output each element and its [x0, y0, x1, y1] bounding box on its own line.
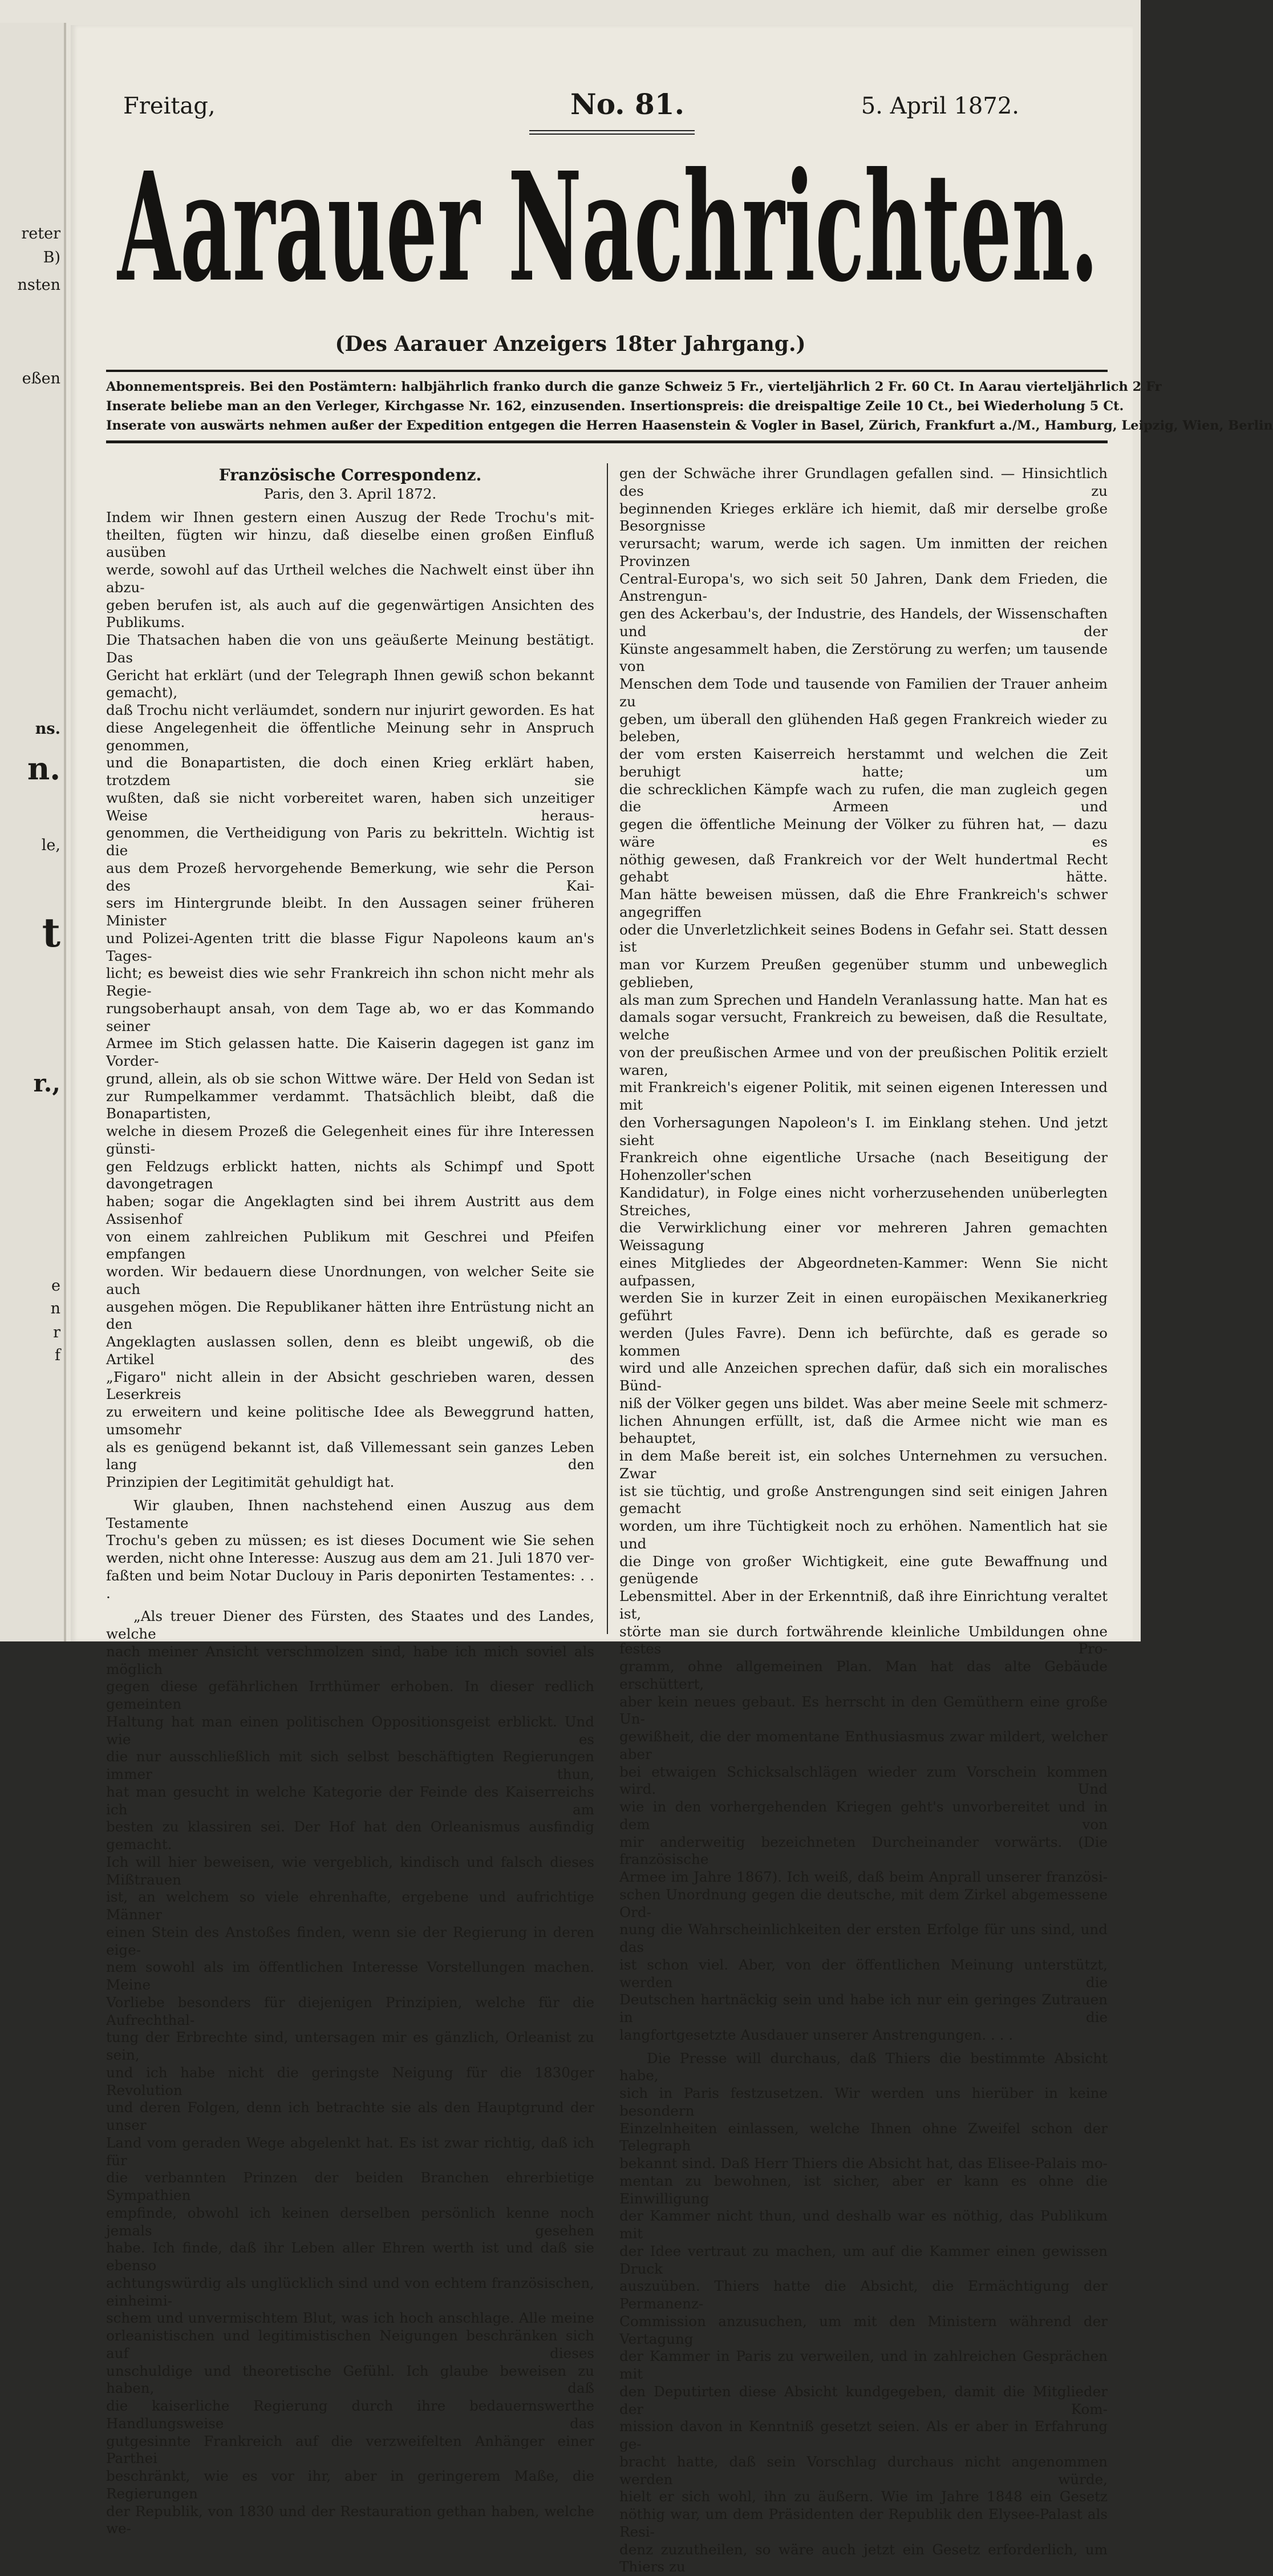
- text-line: Frankreich ohne eigentliche Ursache (nach Beseitigung der Hohenzoller'schen: [619, 1149, 1108, 1184]
- text-line: einen Stein des Anstoßes finden, wenn sie der Regierung in deren eige-: [106, 1924, 594, 1959]
- text-line: habe. Ich finde, daß ihr Leben aller Ehren werth ist und daß sie ebenso: [106, 2239, 594, 2275]
- text-line: theilten, fügten wir hinzu, daß dieselbe einen großen Einfluß ausüben: [106, 527, 594, 562]
- text-line: „Figaro" nicht allein in der Absicht geschrieben waren, dessen Leserkreis: [106, 1369, 594, 1404]
- text-line: und Polizei-Agenten tritt die blasse Figur Napoleons kaum an's Tages-: [106, 930, 594, 965]
- text-line: gen des Ackerbau's, der Industrie, des Handels, der Wissenschaften und der: [619, 605, 1108, 641]
- text-line: welche in diesem Prozeß die Gelegenheit eines für ihre Interessen günsti-: [106, 1123, 594, 1158]
- text-line: Kandidatur), in Folge eines nicht vorherzusehenden unüberlegten Streiches,: [619, 1184, 1108, 1220]
- text-line: man vor Kurzem Preußen gegenüber stumm und unbeweglich geblieben,: [619, 956, 1108, 992]
- text-line: nem sowohl als im öffentlichen Interesse Vorstellungen machen. Meine: [106, 1959, 594, 1994]
- text-line: Wir glauben, Ihnen nachstehend einen Auszug aus dem Testamente: [106, 1497, 594, 1532]
- text-line: mit Frankreich's eigener Politik, mit seinen eigenen Interessen und mit: [619, 1079, 1108, 1114]
- text-line: als man zum Sprechen und Handeln Veranlassung hatte. Man hat es: [619, 992, 1108, 1009]
- text-line: bekannt sind. Daß Herr Thiers die Absicht hat, das Elisee-Palais mo-: [619, 2155, 1108, 2173]
- text-line: wie in den vorhergehenden Kriegen geht's unvorbereitet und in dem von: [619, 1798, 1108, 1834]
- text-line: ist, an welchem so viele ehrenhafte, ergebene und aufrichtige Männer: [106, 1888, 594, 1924]
- text-line: beschränkt, wie es vor ihr, aber in geringerem Maße, die Regierungen: [106, 2468, 594, 2503]
- text-line: gen Feldzugs erblickt hatten, nichts als Schimpf und Spott davongetragen: [106, 1158, 594, 1194]
- text-line: schen Unordnung gegen die deutsche, mit dem Zirkel abgemessene Ord-: [619, 1886, 1108, 1922]
- text-line: Armee im Jahre 1867). Ich weiß, daß beim Anprall unserer französi-: [619, 1869, 1108, 1886]
- edge-fragment: reter: [21, 226, 60, 241]
- column-left: [106, 465, 594, 2538]
- edge-fragment: eßen: [22, 371, 60, 386]
- subscription-line: Abonnementspreis. Bei den Postämtern: halbjährlich franko durch die ganze Schweiz 5 Fr., vierteljährlich 2 Fr. 60 Ct. In Aarau vierteljährlich 2 Fr: [106, 377, 1108, 397]
- text-line: eines Mitgliedes der Abgeordneten-Kammer: Wenn Sie nicht aufpassen,: [619, 1255, 1108, 1290]
- text-line: nach meiner Ansicht verschmolzen sind, habe ich mich soviel als möglich: [106, 1643, 594, 1679]
- text-line: gegen die öffentliche Meinung der Völker zu führen hat, — dazu wäre es: [619, 816, 1108, 851]
- text-line: werden Sie in kurzer Zeit in einen europäischen Mexikanerkrieg geführt: [619, 1289, 1108, 1325]
- text-line: bei etwaigen Schicksalschlägen wieder zum Vorschein kommen wird. Und: [619, 1764, 1108, 1799]
- text-line: Angeklagten auslassen sollen, denn es bleibt ungewiß, ob die Artikel des: [106, 1333, 594, 1369]
- text-line: Vorliebe besonders für diejenigen Prinzipien, welche für die Aufrechthal-: [106, 1994, 594, 2029]
- text-line: grund, allein, als ob sie schon Wittwe wäre. Der Held von Sedan ist: [106, 1070, 594, 1088]
- text-line: Lebensmittel. Aber in der Erkenntniß, daß ihre Einrichtung veraltet ist,: [619, 1588, 1108, 1623]
- text-line: schem und unvermischtem Blut, was ich hoch anschlage. Alle meine: [106, 2310, 594, 2327]
- text-line: werde, sowohl auf das Urtheil welches die Nachwelt einst über ihn abzu-: [106, 561, 594, 597]
- text-line: damals sogar versucht, Frankreich zu beweisen, daß die Resultate, welche: [619, 1009, 1108, 1044]
- text-line: den Vorhersagungen Napoleon's I. im Einklang stehen. Und jetzt sieht: [619, 1114, 1108, 1150]
- text-line: die kaiserliche Regierung durch ihre bedauernswerthe Handlungsweise das: [106, 2397, 594, 2433]
- issue-number-rule: [529, 130, 695, 131]
- masthead-text: Aarauer Nachrichten.: [116, 139, 1098, 315]
- text-line: Armee im Stich gelassen hatte. Die Kaiserin dagegen ist ganz im Vorder-: [106, 1035, 594, 1070]
- text-line: als es genügend bekannt ist, daß Villemessant sein ganzes Leben lang den: [106, 1439, 594, 1474]
- edge-fragment: f: [55, 1348, 60, 1363]
- text-line: ist sie tüchtig, und große Anstrengungen sind seit einigen Jahren gemacht: [619, 1483, 1108, 1518]
- text-line: nung die Wahrscheinlichkeiten der ersten Erfolge für uns sind, und das: [619, 1921, 1108, 1956]
- text-line: ist schon viel. Aber, von der öffentlichen Meinung unterstützt, werden die: [619, 1956, 1108, 1992]
- text-line: gegen diese gefährlichen Irrthümer erhoben. In dieser redlich gemeinten: [106, 1678, 594, 1713]
- article-dateline: Paris, den 3. April 1872.: [106, 486, 594, 503]
- text-line: gen der Schwäche ihrer Grundlagen gefallen sind. — Hinsichtlich des zu: [619, 465, 1108, 500]
- text-line: licht; es beweist dies wie sehr Frankreich ihn schon nicht mehr als Regie-: [106, 965, 594, 1000]
- edge-fragment: le,: [42, 838, 60, 853]
- text-line: zur Rumpelkammer verdammt. Thatsächlich bleibt, daß die Bonapartisten,: [106, 1088, 594, 1123]
- text-line: in dem Maße bereit ist, ein solches Unternehmen zu versuchen. Zwar: [619, 1447, 1108, 1483]
- text-line: von der preußischen Armee und von der preußischen Politik erzielt waren,: [619, 1044, 1108, 1079]
- subscription-line: Inserate von auswärts nehmen außer der Expedition entgegen die Herren Haasenstein & Vogler in Basel, Zürich, Frankfurt a./M., Hamburg, Leipzig, Wien, Berlin: [106, 415, 1108, 436]
- text-line: diese Angelegenheit die öffentliche Meinung sehr in Anspruch genommen,: [106, 719, 594, 755]
- text-line: Ich will hier beweisen, wie vergeblich, kindisch und falsch dieses Mißtrauen: [106, 1854, 594, 1889]
- edge-fragment: e: [51, 1278, 60, 1293]
- text-line: Die Thatsachen haben die von uns geäußerte Meinung bestätigt. Das: [106, 632, 594, 667]
- text-line: Künste angesammelt haben, die Zerstörung zu werfen; um tausende von: [619, 641, 1108, 676]
- text-line: und die Bonapartisten, die doch einen Krieg erklärt haben, trotzdem sie: [106, 754, 594, 790]
- text-line: besten zu klassiren sei. Der Hof hat den Orleanismus ausfindig gemacht.: [106, 1818, 594, 1854]
- issue-day: Freitag,: [123, 95, 216, 118]
- text-line: Gericht hat erklärt (und der Telegraph Ihnen gewiß schon bekannt gemacht),: [106, 667, 594, 702]
- text-line: geben, um überall den glühenden Haß gegen Frankreich wieder zu beleben,: [619, 711, 1108, 746]
- text-line: geben berufen ist, als auch auf die gegenwärtigen Ansichten des Publikums.: [106, 597, 594, 632]
- text-line: wird und alle Anzeichen sprechen dafür, daß sich ein moralisches Bünd-: [619, 1360, 1108, 1395]
- text-line: Land vom geraden Wege abgelenkt hat. Es ist zwar richtig, daß ich für: [106, 2134, 594, 2170]
- right-column-body: [619, 465, 1108, 2576]
- text-line: den Deputirten diese Absicht kundgegeben, damit die Mitglieder der Kom-: [619, 2383, 1108, 2419]
- masthead-title: [112, 147, 1104, 301]
- text-line: genommen, die Vertheidigung von Paris zu bekritteln. Wichtig ist die: [106, 824, 594, 860]
- text-line: Die Presse will durchaus, daß Thiers die bestimmte Absicht habe,: [619, 2050, 1108, 2085]
- paragraph-gap: [619, 2044, 1108, 2050]
- text-line: der Republik, von 1830 und der Restauration gethan haben, welche we-: [106, 2503, 594, 2538]
- column-right: [619, 465, 1108, 2576]
- edge-fragment: n.: [27, 753, 60, 784]
- text-line: daß Trochu nicht verläumdet, sondern nur injurirt geworden. Es hat: [106, 702, 594, 719]
- text-line: worden. Wir bedauern diese Unordnungen, von welcher Seite sie auch: [106, 1263, 594, 1299]
- issue-number: No. 81.: [570, 90, 684, 119]
- text-line: achtungswürdig als unglücklich sind und von echtem französischen, einheimi-: [106, 2275, 594, 2310]
- text-line: auszuüben. Thiers hatte die Absicht, die Ermächtigung der Permanenz-: [619, 2278, 1108, 2313]
- text-line: von einem zahlreichen Publikum mit Geschrei und Pfeifen empfangen: [106, 1228, 594, 1264]
- text-line: beginnenden Krieges erkläre ich hiemit, daß mir derselbe große Besorgnisse: [619, 500, 1108, 536]
- text-line: Haltung hat man einen politischen Oppositionsgeist erblickt. Und wie es: [106, 1713, 594, 1749]
- text-line: hielt er sich wohl, ihn zu äußern. Wie im Jahre 1848 ein Gesetz: [619, 2488, 1108, 2506]
- text-line: langfortgesetzte Ausdauer unserer Anstrengungen. . . .: [619, 2027, 1108, 2044]
- text-line: der Idee vertraut zu machen, um auf die Kammer einen gewissen Druck: [619, 2243, 1108, 2278]
- text-line: unschuldige und theoretische Gefühl. Ich glaube beweisen zu haben, daß: [106, 2363, 594, 2398]
- text-line: „Als treuer Diener des Fürsten, des Staates und des Landes, welche: [106, 1608, 594, 1643]
- text-line: sich in Paris festzusetzen. Wir werden uns hierüber in keine besondern: [619, 2085, 1108, 2120]
- text-line: Trochu's geben zu müssen; es ist dieses Document wie Sie sehen: [106, 1532, 594, 1550]
- paragraph-gap: [106, 1491, 594, 1497]
- text-line: Einzelnheiten einlassen, welche Ihnen ohne Zweifel schon der Telegraph: [619, 2120, 1108, 2156]
- text-line: Menschen dem Tode und tausende von Familien der Trauer anheim zu: [619, 676, 1108, 711]
- text-line: zu erweitern und keine politische Idee als Beweggrund hatten, umsomehr: [106, 1404, 594, 1439]
- left-column-body: [106, 509, 594, 2538]
- edge-fragment: r: [53, 1325, 60, 1340]
- text-line: Deutschen hartnäckig sein und habe ich nur ein geringes Zutrauen in die: [619, 1991, 1108, 2027]
- text-line: der vom ersten Kaiserreich herstammt und welchen die Zeit beruhigt hatte; um: [619, 746, 1108, 781]
- text-line: die schrecklichen Kämpfe wach zu rufen, die man zugleich gegen die Armeen und: [619, 781, 1108, 816]
- text-line: die Dinge von großer Wichtigkeit, eine gute Bewaffnung und genügende: [619, 1553, 1108, 1588]
- text-line: empfinde, obwohl ich keinen derselben persönlich kenne noch jemals gesehen: [106, 2205, 594, 2240]
- text-line: Indem wir Ihnen gestern einen Auszug der Rede Trochu's mit-: [106, 509, 594, 527]
- text-line: gewißheit, die der momentane Enthusiasmus zwar mildert, welcher aber: [619, 1728, 1108, 1764]
- text-line: orleanistischen und legitimistischen Neigungen beschränken sich auf dieses: [106, 2327, 594, 2363]
- text-line: mission davon in Kenntniß gesetzt seien. Als er aber in Erfahrung ge-: [619, 2418, 1108, 2453]
- text-line: Man hätte beweisen müssen, daß die Ehre Frankreich's schwer angegriffen: [619, 886, 1108, 921]
- text-line: bracht hatte, daß sein Vorschlag durchaus nicht angenommen werden würde,: [619, 2453, 1108, 2489]
- masthead-subtitle: (Des Aarauer Anzeigers 18ter Jahrgang.): [0, 332, 1141, 356]
- paragraph-gap: [106, 1602, 594, 1608]
- article-title: Französische Correspondenz.: [106, 465, 594, 486]
- text-line: faßten und beim Notar Duclouy in Paris deponirten Testamentes: . . .: [106, 1567, 594, 1603]
- text-line: die verbannten Prinzen der beiden Branchen ehrerbietige Sympathien: [106, 2169, 594, 2205]
- text-line: lichen Ahnungen erfüllt, ist, daß die Armee nicht wie man es behauptet,: [619, 1413, 1108, 1448]
- text-line: haben; sogar die Angeklagten sind bei ihrem Austritt aus dem Assisenhof: [106, 1193, 594, 1228]
- text-line: worden, um ihre Tüchtigkeit noch zu erhöhen. Namentlich hat sie und: [619, 1518, 1108, 1553]
- text-line: gramm, ohne allgemeinen Plan. Man hat das alte Gebäude erschüttert,: [619, 1658, 1108, 1693]
- text-line: mentan zu bewohnen, ist sicher, aber er kann es ohne die Einwilligung: [619, 2173, 1108, 2208]
- column-divider: [607, 463, 608, 1634]
- text-line: Central-Europa's, wo sich seit 50 Jahren, Dank dem Frieden, die Anstrengun-: [619, 571, 1108, 606]
- text-line: nöthig gewesen, daß Frankreich vor der Welt hundertmal Recht gehabt hätte.: [619, 851, 1108, 887]
- text-line: tung der Erbrechte sind, untersagen mir es gänzlich, Orleanist zu sein,: [106, 2029, 594, 2064]
- text-line: gutgesinnte Frankreich auf die verzweifelten Anhänger einer Parthei: [106, 2433, 594, 2468]
- subscription-line: Inserate beliebe man an den Verleger, Kirchgasse Nr. 162, einzusenden. Insertionspreis: die dreispaltige Zeile 10 Ct., bei Wiederholung 5 Ct.: [106, 396, 1108, 416]
- text-line: werden (Jules Favre). Denn ich befürchte, daß es gerade so kommen: [619, 1325, 1108, 1360]
- issue-date: 5. April 1872.: [861, 95, 1019, 118]
- text-line: Commission anzusuchen, um mit den Ministern während der Vertagung: [619, 2313, 1108, 2348]
- edge-fragment: r.,: [33, 1071, 60, 1095]
- text-line: nöthig war, um dem Präsidenten der Republik den Elysee-Palast als Resi-: [619, 2506, 1108, 2541]
- text-line: hat man gesucht in welche Kategorie der Feinde des Kaiserreichs ich am: [106, 1784, 594, 1819]
- edge-fragment: n: [51, 1301, 60, 1316]
- text-line: Prinzipien der Legitimität gehuldigt hat.: [106, 1474, 594, 1491]
- edge-fragment: nsten: [18, 277, 60, 293]
- text-line: mir anderweitig bezeichneten Durcheinander vorwärts. (Die französische: [619, 1834, 1108, 1869]
- text-line: ausgehen mögen. Die Republikaner hätten ihre Entrüstung nicht an den: [106, 1299, 594, 1334]
- text-line: wußten, daß sie nicht vorbereitet waren, haben sich unzeitiger Weise heraus-: [106, 790, 594, 825]
- text-line: sers im Hintergrunde bleibt. In den Aussagen seiner früheren Minister: [106, 895, 594, 930]
- text-line: denz zuzutheilen, so wäre auch jetzt ein Gesetz erforderlich, um Thiers zu: [619, 2541, 1108, 2576]
- text-line: aus dem Prozeß hervorgehende Bemerkung, wie sehr die Person des Kai-: [106, 860, 594, 895]
- text-line: aber kein neues gebaut. Es herrscht in den Gemüthern eine große Un-: [619, 1693, 1108, 1729]
- text-line: der Kammer nicht thun, und deshalb war es nöthig, das Publikum mit: [619, 2207, 1108, 2243]
- text-line: die Verwirklichung einer vor mehreren Jahren gemachten Weissagung: [619, 1219, 1108, 1255]
- issue-number-rule: [529, 134, 695, 135]
- text-line: rungsoberhaupt ansah, von dem Tage ab, wo er das Kommando seiner: [106, 1000, 594, 1036]
- edge-fragment: B): [43, 250, 60, 265]
- text-line: und ich habe nicht die geringste Neigung für die 1830ger Revolution: [106, 2064, 594, 2100]
- edge-fragment: t: [42, 913, 60, 953]
- header-rule-bottom: [106, 440, 1108, 443]
- text-line: werden, nicht ohne Interesse: Auszug aus dem am 21. Juli 1870 ver-: [106, 1550, 594, 1567]
- text-line: störte man sie durch fortwährende kleinliche Umbildungen ohne festes Pro-: [619, 1623, 1108, 1659]
- text-line: der Kammer in Paris zu verweilen, und in zahlreichen Gesprächen mit: [619, 2348, 1108, 2383]
- header-rule-top: [106, 370, 1108, 372]
- edge-fragment: ns.: [35, 721, 60, 737]
- adjacent-page-edge: [0, 23, 66, 1641]
- text-line: verursacht; warum, werde ich sagen. Um inmitten der reichen Provinzen: [619, 535, 1108, 571]
- spacer: [106, 503, 594, 509]
- text-line: oder die Unverletzlichkeit seines Bodens in Gefahr sei. Statt dessen ist: [619, 921, 1108, 957]
- text-line: niß der Völker gegen uns bildet. Was aber meine Seele mit schmerz-: [619, 1395, 1108, 1413]
- text-line: und deren Folgen, denn ich betrachte sie als den Hauptgrund der unser: [106, 2099, 594, 2134]
- text-line: die nur ausschließlich mit sich selbst beschäftigten Regierungen immer thun,: [106, 1748, 594, 1784]
